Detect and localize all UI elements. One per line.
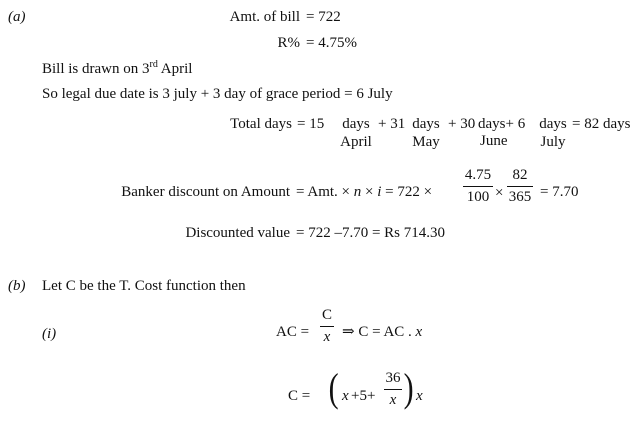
plus-31: + 31: [378, 116, 406, 132]
fraction-36-over-x: 36 x: [385, 370, 401, 408]
plus-30: + 30: [448, 116, 476, 132]
total-days-label: Total days: [230, 116, 292, 132]
c-x1: x: [342, 388, 349, 404]
banker-discount-formula: = Amt. × n × i = 722 ×: [296, 184, 433, 200]
ac-rhs: ⇒ C = AC . x: [342, 324, 423, 340]
fraction-days: 82 365: [508, 167, 532, 205]
part-b-label: (b): [8, 278, 26, 294]
days-july: days July: [539, 116, 567, 150]
right-parenthesis: ): [403, 365, 414, 410]
due-date-line: So legal due date is 3 july + 3 day of grace period = 6 July: [42, 86, 393, 102]
days-april: days April: [340, 116, 372, 150]
bill-amount-value: = 722: [306, 9, 341, 25]
days-may: days May: [412, 116, 440, 150]
left-parenthesis: (: [328, 365, 339, 410]
total-days-eq: = 15: [297, 116, 325, 132]
times-symbol: ×: [495, 185, 504, 201]
discounted-value: = 722 –7.70 = Rs 714.30: [296, 225, 446, 241]
banker-discount-result: = 7.70: [540, 184, 579, 200]
rate-value: = 4.75%: [306, 35, 357, 51]
rate-label: R%: [277, 35, 300, 51]
c-plus5: +5+: [351, 388, 376, 404]
part-b-intro: Let C be the T. Cost function then: [42, 278, 246, 294]
ac-lhs: AC =: [276, 324, 310, 340]
discounted-value-label: Discounted value: [185, 225, 290, 241]
c-lhs: C =: [288, 388, 311, 404]
sub-part-i-label: (i): [42, 326, 57, 342]
days-june-plus6: days+ 6: [478, 116, 526, 132]
total-days-result: = 82 days: [572, 116, 631, 132]
part-a-label: (a): [8, 9, 26, 25]
fraction-rate: 4.75 100: [464, 167, 492, 205]
bill-amount-label: Amt. of bill: [229, 9, 300, 25]
fraction-c-over-x: C x: [321, 307, 332, 345]
banker-discount-label: Banker discount on Amount: [121, 184, 290, 200]
drawn-date-line: Bill is drawn on 3rd April: [42, 59, 193, 77]
c-x2: x: [416, 388, 423, 404]
month-june: June: [480, 133, 508, 149]
